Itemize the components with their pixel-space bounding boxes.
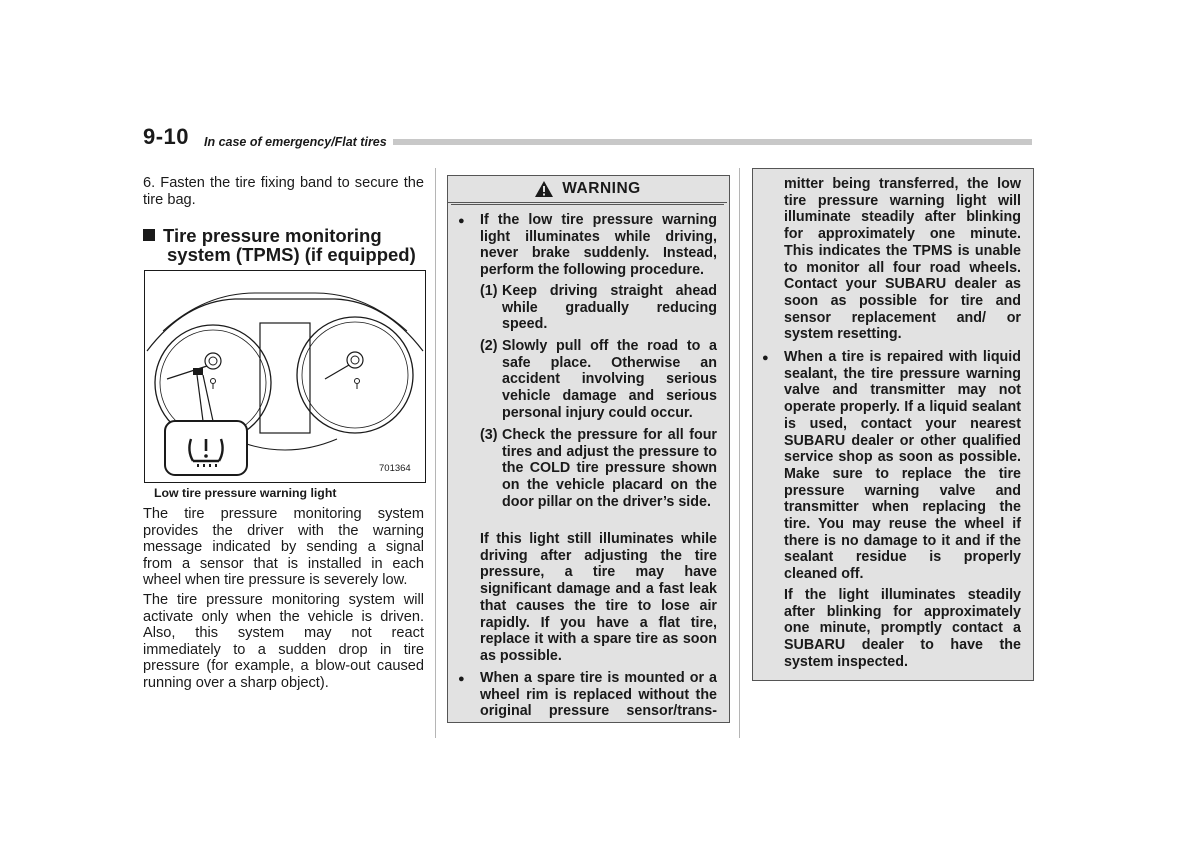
paragraph-2: The tire pressure monitoring system will activate only when the vehicle is driven. Also, this system may not react immediately to a sudden drop in tire pressure (for example, a blow-out caused running over a sharp object). xyxy=(143,592,424,691)
bullet-icon: ● xyxy=(458,673,465,685)
bullet-icon: ● xyxy=(762,352,769,364)
still-illuminates-text: If this light still illuminates while driving after adjusting the tire pressure, a tire may have significant damage and a fast leak that causes the tire to lose air rapidly. If you have a flat tire, replace it with a spare tire as soon as possible. xyxy=(480,531,717,664)
warning-title: WARNING xyxy=(562,180,641,197)
step-3-text: Check the pressure for all four tires and adjust the pressure to the COLD tire pressure shown on the vehicle placard on the door pillar on the driver’s side. xyxy=(502,427,717,510)
section-heading xyxy=(143,226,424,264)
steady-light-text: If the light illuminates steadily after blinking for approximately one minute, promptly contact a SUBARU dealer to have the system inspected. xyxy=(784,587,1021,670)
bullet-icon: ● xyxy=(458,215,465,227)
warning-header xyxy=(448,176,727,203)
warning-triangle-icon xyxy=(534,180,554,198)
step-2-text: Slowly pull off the road to a safe place. Otherwise an accident involving serious vehicle damage and serious personal injury could occur. xyxy=(502,338,717,421)
page-number: 9-10 xyxy=(143,124,195,150)
paragraph-1: The tire pressure monitoring system provides the driver with the warning message indicated by sending a signal from a sensor that is installed in each wheel when tire pressure is severely low. xyxy=(143,506,424,589)
section-title: In case of emergency/Flat tires xyxy=(194,135,393,149)
instrument-cluster-figure xyxy=(144,270,426,483)
heading-line-1: Tire pressure monitoring xyxy=(163,225,382,246)
heading-square-icon xyxy=(143,229,155,241)
warning-bullet-3: When a tire is repaired with liquid sealant, the tire pressure warning valve and transmitter may not operate properly. If a liquid sealant is used, contact your nearest SUBARU dealer or other qualified service shop as soon as possible. Make sure to replace the tire pressure warning valve and transmitter when replacing the tire. You may reuse the wheel if there is no damage to it and if the sealant residue is properly cleaned off. xyxy=(784,349,1021,583)
step-6-text: 6. Fasten the tire fixing band to secure the tire bag. xyxy=(143,175,424,208)
column-divider xyxy=(739,168,740,738)
warning-continued-text: mitter being transferred, the low tire pressure warning light will illuminate steadily after blinking for approximately one minute. This indicates the TPMS is unable to monitor all four road wheels. Contact your SUBARU dealer as soon as possible for tire and sensor replacement and/ or system resetting. xyxy=(784,176,1021,343)
warning-bullet-1: If the low tire pressure warning light illuminates while driving, never brake suddenly. Instead, perform the following procedure. xyxy=(480,212,717,279)
warning-bullet-2: When a spare tire is mounted or a wheel rim is replaced without the original pressure sensor/trans- xyxy=(480,670,717,720)
step-1-text: Keep driving straight ahead while gradually reducing speed. xyxy=(502,283,717,333)
step-3-number: (3) xyxy=(480,427,498,443)
column-divider xyxy=(435,168,436,738)
step-2-number: (2) xyxy=(480,338,498,354)
heading-line-2: system (TPMS) (if equipped) xyxy=(167,244,416,265)
figure-code: 701364 xyxy=(379,463,411,474)
instrument-cluster-illustration xyxy=(145,271,425,482)
figure-caption: Low tire pressure warning light xyxy=(154,486,337,500)
step-1-number: (1) xyxy=(480,283,498,299)
